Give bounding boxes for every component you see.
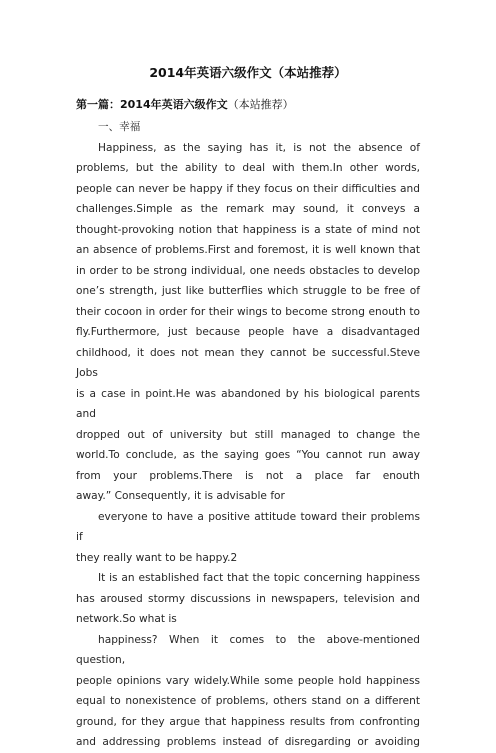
essay2-line: people opinions vary widely.While some people hold happiness — [76, 674, 420, 687]
essay2-line: and addressing problems instead of disregarding or avoiding — [76, 736, 420, 748]
section-heading-note: （本站推荐） — [227, 98, 294, 111]
essay1-continuation-line: they really want to be happy.2 — [76, 551, 238, 564]
section-heading — [76, 96, 294, 112]
essay1-line: people can never be happy if they focus on their difficulties and — [76, 182, 420, 195]
essay1-line: one’s strength, just like butterflies which struggle to be free of — [76, 285, 420, 297]
essay1-line: fly.Furthermore, just because people have a disadvantaged — [76, 326, 420, 338]
essay1-line: away.” Consequently, it is advisable for — [76, 490, 285, 502]
essay1-line: in order to be strong individual, one needs obstacles to develop — [76, 264, 420, 277]
essay1-subheading: 一、幸福 — [98, 121, 141, 133]
essay1-line: an absence of problems.First and foremost, it is well known that — [76, 244, 420, 256]
essay2-line: happiness? When it comes to the above-mentioned question, — [76, 633, 420, 666]
essay1-line: their cocoon in order for their wings to become strong enouth to — [76, 305, 420, 318]
essay1-line: problems, but the ability to deal with them.In other words, — [76, 162, 420, 174]
essay2-line: It is an established fact that the topic concerning happiness — [98, 572, 420, 584]
essay2-line: ground, for they argue that happiness results from confronting — [76, 715, 420, 728]
essay1-line: is a case in point.He was abandoned by his biological parents and — [76, 387, 420, 420]
essay1-line: challenges.Simple as the remark may sound, it conveys a — [76, 203, 420, 215]
essay1-line: dropped out of university but still managed to change the — [76, 428, 420, 441]
document-title: 2014年英语六级作文（本站推荐） — [149, 65, 347, 80]
essay2-line: has aroused stormy discussions in newspapers, television and — [76, 592, 420, 605]
essay1-line: childhood, it does not mean they cannot be successful.Steve Jobs — [76, 346, 420, 379]
essay1-continuation-line: everyone to have a positive attitude toward their problems if — [76, 510, 420, 543]
essay2-line: equal to nonexistence of problems, others stand on a different — [76, 695, 420, 707]
essay2-line: network.So what is — [76, 613, 177, 625]
essay1-line: thought-provoking notion that happiness is a state of mind not — [76, 223, 420, 236]
section-heading-main: 第一篇：2014年英语六级作文 — [76, 98, 228, 111]
essay1-line: world.To conclude, as the saying goes “You cannot run away — [76, 449, 420, 461]
essay-body — [76, 117, 420, 753]
essay1-line: from your problems.There is not a place far enouth — [76, 469, 420, 482]
essay1-line: Happiness, as the saying has it, is not the absence of — [98, 141, 420, 154]
